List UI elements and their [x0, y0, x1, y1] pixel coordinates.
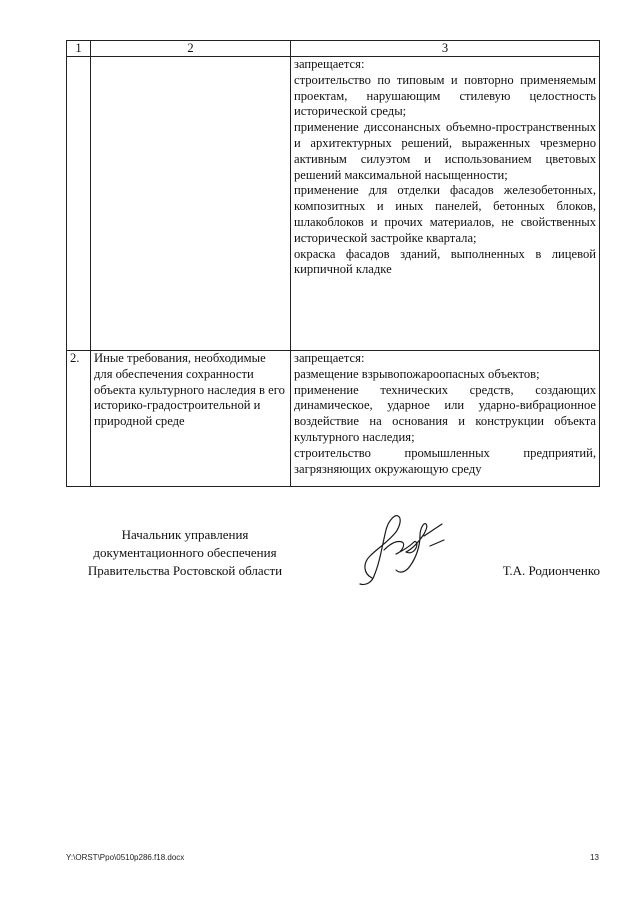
signature-block	[0, 526, 640, 606]
signatory-title-line: Начальник управления	[121, 527, 249, 542]
row-number: 2.	[67, 351, 91, 487]
handwritten-signature	[344, 506, 454, 596]
content-paragraph: окраска фасадов зданий, выполненных в лицевой кирпичной кладке	[294, 246, 596, 277]
content-paragraph: применение для отделки фасадов железобетонных, композитных и иных панелей, бетонных блоков, шлакоблоков и прочих материалов, не свойственных исторической застройке квартала;	[294, 183, 596, 245]
content-paragraph: строительство промышленных предприятий, загрязняющих окружающую среду	[294, 445, 596, 476]
signatory-title-line: документационного обеспечения	[93, 545, 277, 560]
content-paragraph: строительство по типовым и повторно применяемым проектам, нарушающим стилевую целостность исторической среды;	[294, 72, 596, 119]
column-header-2: 2	[91, 41, 291, 57]
requirements-table	[66, 40, 600, 487]
column-header-1: 1	[67, 41, 91, 57]
requirement-cell: Иные требования, необходимые для обеспечения сохранности объекта культурного наследия в его историко-градостроительной и природной среде	[91, 351, 291, 487]
column-header-3: 3	[291, 41, 600, 57]
row-number	[67, 57, 91, 351]
table-row	[67, 351, 600, 487]
content-paragraph: применение технических средств, создающих динамическое, ударное или ударно-вибрационное воздействие на основания и конструкции объекта культурного наследия;	[294, 382, 596, 444]
table-header-row	[67, 41, 600, 57]
content-cell	[291, 351, 600, 487]
signatory-title-line: Правительства Ростовской области	[87, 563, 283, 578]
signatory-name: Т.А. Родионченко	[502, 563, 600, 578]
content-paragraph: запрещается:	[294, 57, 365, 71]
file-path: Y:\ORST\Ppo\0510p286.f18.docx	[66, 853, 185, 862]
content-paragraph: запрещается:	[294, 351, 365, 365]
content-paragraph: применение диссонансных объемно-пространственных и архитектурных решений, выраженных чрезмерно активным силуэтом и использованием цветовых решений максимальной насыщенности;	[294, 120, 596, 182]
requirement-cell	[91, 57, 291, 351]
content-cell	[291, 57, 600, 351]
content-paragraph: размещение взрывопожароопасных объектов;	[294, 366, 540, 381]
table-row	[67, 57, 600, 351]
page-number: 13	[590, 853, 599, 862]
signatory-title	[70, 526, 300, 580]
